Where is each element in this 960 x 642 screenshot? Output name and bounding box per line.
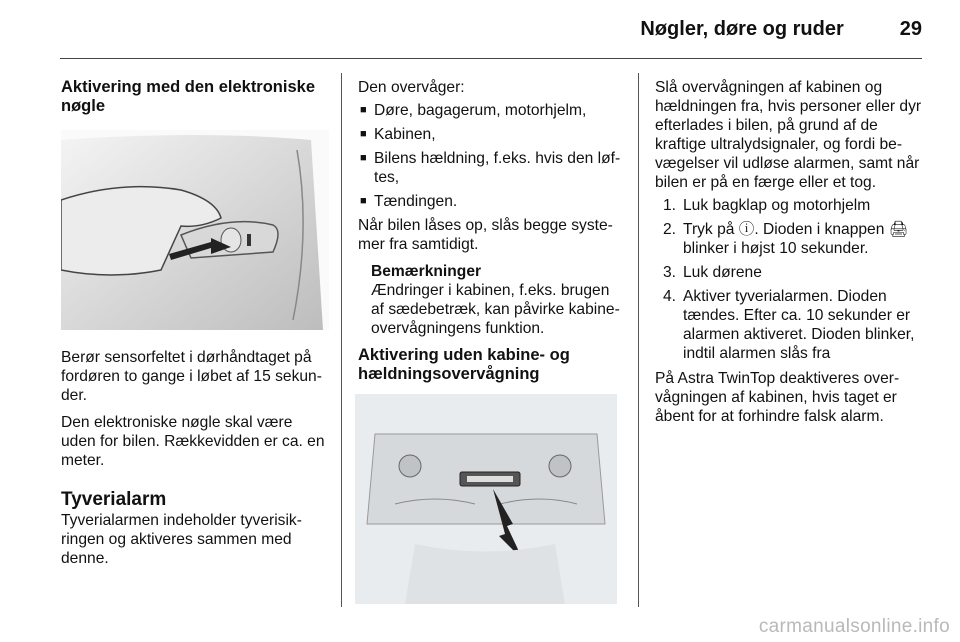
note-title: Bemærkninger [371,263,482,280]
step-text: Aktiver tyverialarmen. Dioden tændes. Efter ca. 10 sekunder er alarmen aktiveret. Dioden blinker, indtil alarmen slås fra [683,288,915,362]
paragraph-sensor: Berør sensorfeltet i dørhåndtaget på fordøren to gange i løbet af 15 sekun- der. [61,349,322,404]
section-title: Nøgler, døre og ruder [640,18,844,40]
step-text: Tryk på ⓘ. Dioden i knappen 🖨 blinker i højst 10 sekunder. [683,221,909,257]
column-3 [655,78,923,434]
list-item: ■ Tændingen. [358,192,626,211]
note-box [358,262,626,338]
column-divider-2 [638,73,639,607]
heading-alarm: Tyverialarm [61,489,167,510]
paragraph-twintop: På Astra TwinTop deaktiveres over- vågningen af kabinen, hvis taget er åbent for at forhindre falsk alarm. [655,370,900,425]
heading-activation-without: Aktivering uden kabine- og hældningsovervågning [358,346,570,383]
list-item [655,220,923,258]
list-item [655,196,923,215]
step-number: 1. [663,197,677,214]
note-text: Ændringer i kabinen, f.eks. brugen af sædebetræk, kan påvirke kabine- overvågningens funktion. [371,282,620,337]
column-1 [61,78,331,576]
list-item: ■ Døre, bagagerum, motorhjelm, [358,101,626,120]
monitor-list [358,101,626,211]
list-item [655,263,923,282]
paragraph-monitors: Den overvåger: [358,79,465,96]
header-rule [60,58,922,59]
watermark[interactable]: carmanualsonline.info [758,616,950,637]
paragraph-disable-reason: Slå overvågningen af kabinen og hældningen fra, hvis personer eller dyr efterlades i bilen, på grund af de kraftige ultralydsignaler, og fordi be- vægelser vil udløse alarmen, samt når bilen er på en færge eller et tog. [655,79,922,191]
page-header [640,18,922,41]
column-2 [358,78,626,604]
list-item: ■ Kabinen, [358,125,626,144]
door-handle-illustration [61,130,329,330]
step-text: Luk bagklap og motorhjelm [683,197,871,214]
paragraph-range: Den elektroniske nøgle skal være uden for bilen. Rækkevidden er ca. en meter. [61,414,325,469]
steps-list [655,196,923,363]
step-number: 3. [663,264,677,281]
page-number: 29 [899,18,922,40]
heading-electronic-key: Aktivering med den elektroniske nøgle [61,78,316,115]
paragraph-unlock: Når bilen låses op, slås begge syste- mer fra samtidigt. [358,217,613,253]
overhead-console-illustration [355,394,617,604]
paragraph-alarm: Tyverialarmen indeholder tyverisik- ringen og aktiveres sammen med denne. [61,512,302,567]
column-divider-1 [341,73,342,607]
step-text: Luk dørene [683,264,762,281]
list-item: ■ Bilens hældning, f.eks. hvis den løf- tes, [358,149,626,187]
list-item [655,287,923,363]
step-number: 2. [663,221,677,238]
step-number: 4. [663,288,677,305]
